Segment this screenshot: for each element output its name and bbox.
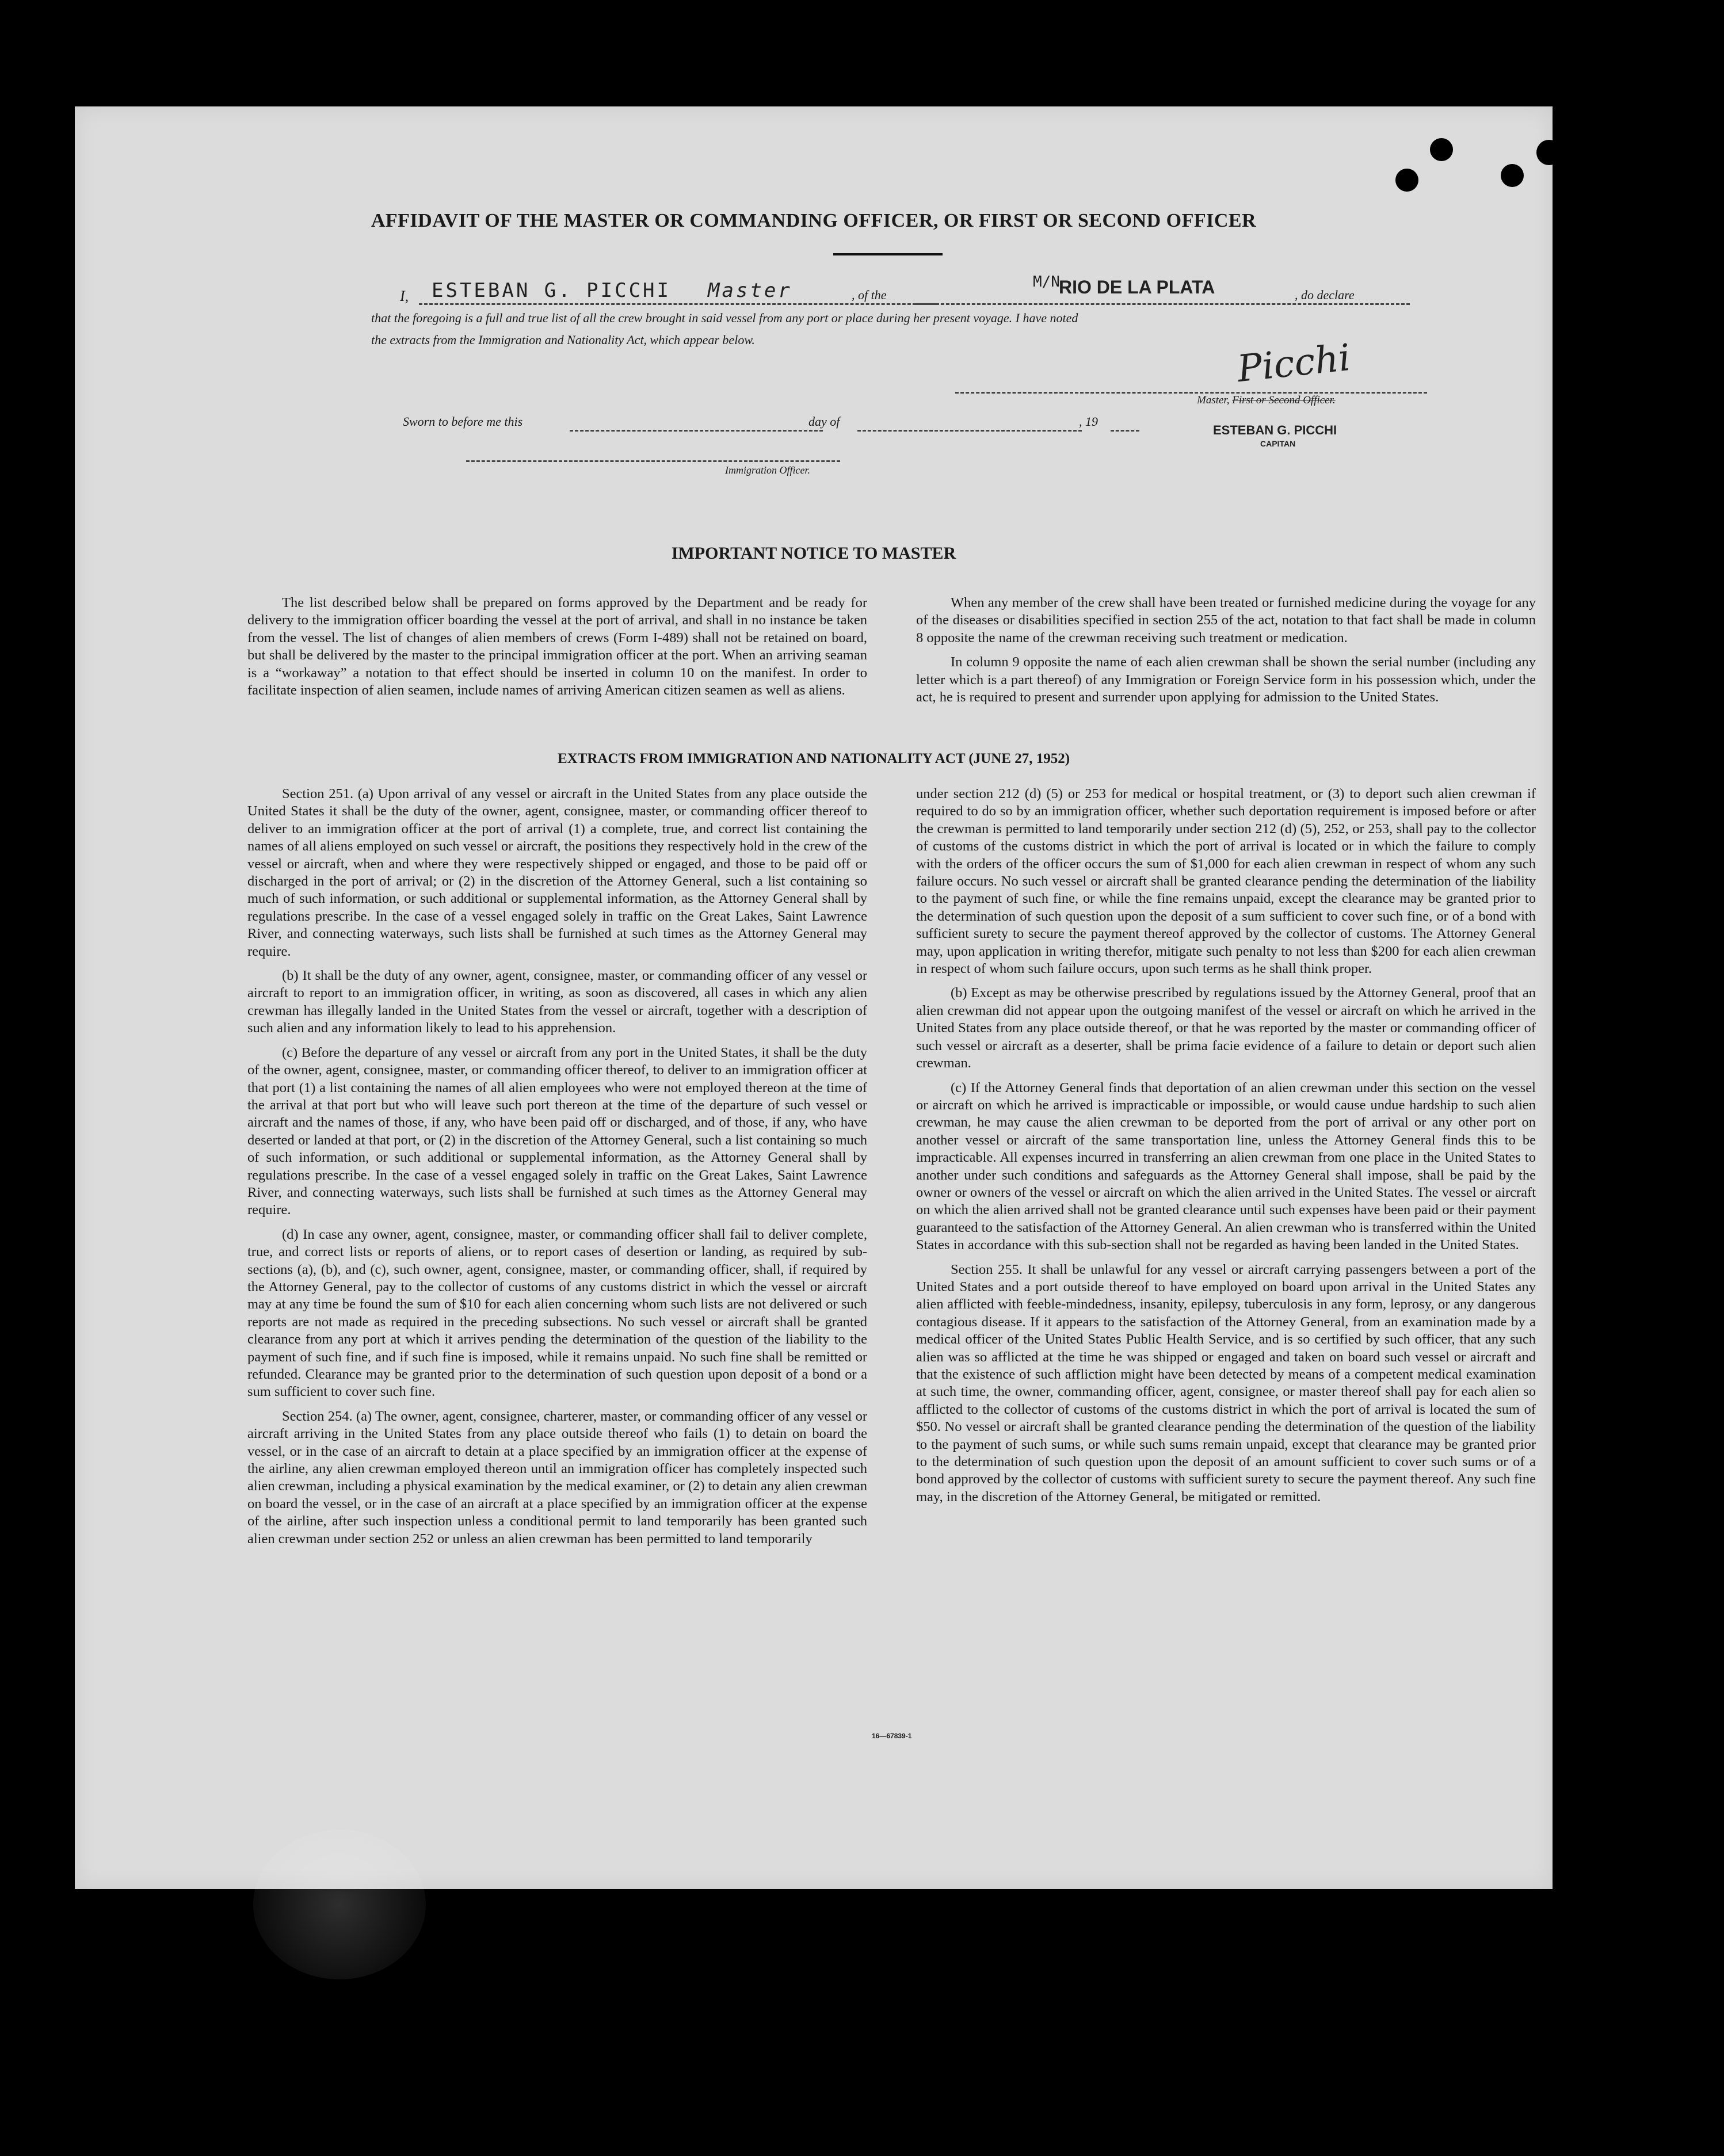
i-label: I, xyxy=(400,288,409,304)
punch-hole xyxy=(1622,598,1650,627)
struck-officer-label: First or Second Officer. xyxy=(1232,394,1336,406)
punch-hole xyxy=(1622,1323,1650,1352)
punch-hole xyxy=(1622,696,1650,725)
extract-paragraph: Section 254. (a) The owner, agent, consignee, charterer, master, or commanding officer of any vessel or aircraft arriving in the United States from any place outside thereof who fails (1) to detain on board the vessel, or in the case of an aircraft to detain at a place specified by an immigration officer at the expense of the airline, any alien crewman employed thereon until an immigration officer has completely inspected such alien crewman, including a physical examination by the medical examiner, or (2) to detain any alien crewman on board the vessel, or in the case of an aircraft at a place specified by an immigration officer at the expense of the airline, after such inspection unless a conditional permit to land temporarily has been granted such alien crewman under section 252 or unless an alien crewman has been permitted to land temporarily xyxy=(247,1408,867,1547)
extract-paragraph: (c) Before the departure of any vessel or aircraft from any port in the United States, it shall be the duty of the owner, agent, consignee, master, or commanding officer thereof, to deliver to an immigration officer at that port (1) a list containing the names of all alien employees who were not employed thereon at the time of the arrival at that port but who will leave such port thereon at the time of the departure of such vessel or aircraft and the names of those, if any, who have been paid off or discharged, and of those, if any, who have deserted or landed at that port, or (2) in the discretion of the Attorney General, such a list containing so much of such information, or such additional or supplemental information, as the Attorney General shall by regulations prescribe. In the case of a vessel engaged solely in traffic on the Great Lakes, Saint Lawrence River, and connecting waterways, such lists shall be furnished at such times as the Attorney General may require. xyxy=(247,1044,867,1218)
do-declare-label: , do declare xyxy=(1295,288,1355,302)
master-signature: Picchi xyxy=(1235,336,1353,391)
document-page xyxy=(75,106,1553,1889)
sworn-date-line xyxy=(570,430,823,432)
stamp-title: CAPITAN xyxy=(1260,439,1296,448)
punch-hole xyxy=(1622,1226,1650,1254)
extract-paragraph: Section 251. (a) Upon arrival of any vessel or aircraft in the United States from any place outside the United States it shall be the duty of the owner, agent, consignee, master, or commanding officer thereof to deliver to an immigration officer at the port of arrival (1) a complete, true, and correct list containing the names of all aliens employed on such vessel or aircraft, the positions they respectively hold in the crew of the vessel or aircraft, when and where they were respectively shipped or engaged, and those to be paid off or discharged in the port of arrival; or (2) in the discretion of the Attorney General, such a list containing so much of such information, or such additional or supplemental information, as the Attorney General shall by regulations prescribe. In the case of a vessel engaged solely in traffic on the Great Lakes, Saint Lawrence River, and connecting waterways, such lists shall be furnished at such times as the Attorney General may require. xyxy=(247,786,867,959)
name-line xyxy=(419,303,937,305)
year-line xyxy=(1111,430,1139,432)
master-label xyxy=(1197,394,1336,407)
signature-line xyxy=(955,392,1427,394)
title-underline xyxy=(833,253,943,255)
year-label: , 19 xyxy=(1079,414,1098,429)
declaration-line-2: that the foregoing is a full and true list of all the crew brought in said vessel from any port or place during her present voyage. I have noted xyxy=(371,311,1078,325)
day-of-label: day of xyxy=(808,414,840,429)
immigration-officer-label: Immigration Officer. xyxy=(725,464,810,476)
extract-paragraph: Section 255. It shall be unlawful for any vessel or aircraft carrying passengers between a port of the United States and a port outside thereof to have employed on board upon arrival in the United States any alien afflicted with feeble-mindedness, insanity, epilepsy, tuberculosis in any form, leprosy, or any dangerous contagious disease. If it appears to the satisfaction of the Attorney General, from an examination made by a medical officer of the United States Public Health Service, and is so certified by such officer, that any such alien was so afflicted at the time he was shipped or engaged and taken on board such vessel or aircraft and that the existence of such affliction might have been detected by means of a competent medical examination at such time, the owner, commanding officer, agent, consignee, or master thereof shall pay for each alien so afflicted to the collector of customs of the customs district in which the port of arrival is located the sum of $50. No vessel or aircraft shall be granted clearance pending the determination of the question of the liability to the payment of such sums, or while such sums remain unpaid, except that clearance may be granted prior to the determination of such question upon the deposit of an amount sufficient to cover such sums or of a bond approved by the collector of customs with sufficient surety to secure the payment thereof. Any such fine may, in the discretion of the Attorney General, be mitigated or remitted. xyxy=(916,1261,1536,1505)
extract-paragraph: (b) It shall be the duty of any owner, agent, consignee, master, or commanding officer of any vessel or aircraft to report to an immigration officer, in writing, as soon as discovered, all cases in which any alien crewman has illegally landed in the United States from the vessel or aircraft, together with a description of such alien and any information likely to lead to his apprehension. xyxy=(247,968,867,1036)
notice-left-column xyxy=(247,594,867,706)
ink-spot xyxy=(1395,169,1418,192)
punch-hole xyxy=(1622,1597,1650,1625)
punch-hole xyxy=(1622,318,1650,347)
affidavit-title: AFFIDAVIT OF THE MASTER OR COMMANDING OFFICER, OR FIRST OR SECOND OFFICER xyxy=(371,210,1257,231)
vessel-prefix: M/N xyxy=(1033,273,1060,291)
extract-paragraph: (c) If the Attorney General finds that deportation of an alien crewman under this section on the vessel or aircraft on which he arrived is impracticable or impossible, or would cause undue hardship to such alien crewman, he may cause the alien crewman to be deported from the port of arrival or any other port on another vessel or aircraft of the same transportation line, unless the Attorney General finds this to be impracticable. All expenses incurred in transferring an alien crewman from one place in the United States to another under such conditions and safeguards as the Attorney General shall impose, shall be paid by the owner or owners of the vessel or aircraft on which the alien arrived in the United States. The vessel or aircraft on which the alien arrived shall not be granted clearance until such expenses have been paid or their payment guaranteed to the satisfaction of the Attorney General. An alien crewman who is transferred within the United States in accordance with this sub-section shall not be regarded as having been landed in the United States. xyxy=(916,1079,1536,1253)
extracts-left-column xyxy=(247,785,867,1555)
vessel-name: RIO DE LA PLATA xyxy=(1059,277,1215,297)
declaration-line-3: the extracts from the Immigration and Nationality Act, which appear below. xyxy=(371,333,755,347)
sworn-label: Sworn to before me this xyxy=(403,414,523,429)
of-the-label: , of the xyxy=(852,288,887,302)
master-name: ESTEBAN G. PICCHI xyxy=(432,279,671,302)
punch-hole xyxy=(1622,1689,1650,1718)
embossed-seal xyxy=(253,1830,426,1979)
ink-spot xyxy=(1430,138,1453,161)
extract-paragraph: (d) In case any owner, agent, consignee, master, or commanding officer shall fail to deliver complete, true, and correct lists or reports of aliens, or to report cases of desertion or landing, as required by sub-sections (a), (b), and (c), such owner, agent, consignee, master, or commanding officer, shall, if required by the Attorney General, pay to the collector of customs of any customs district in which the vessel or aircraft may at any time be found the sum of $10 for each alien concerning whom such lists are not delivered or such reports are not made as required in the preceding subsections. No such vessel or aircraft shall be granted clearance from any port at which it arrives pending the determination of the question of the liability to the payment of such fine, and if such fine is imposed, while it remains unpaid. No such fine shall be remitted or refunded. Clearance may be granted prior to the determination of such question upon deposit of a bond or a sum sufficient to cover such fine. xyxy=(247,1226,867,1400)
notice-left-paragraph: The list described below shall be prepared on forms approved by the Department and be ready for delivery to the immigration officer boarding the vessel at the port of arrival, and shall in no instance be taken from the vessel. The list of changes of alien members of crews (Form I-489) shall not be retained on board, but shall be delivered by the master to the principal immigration officer at the port. When an arriving seaman is a “workaway” a notation to that effect should be inserted in column 10 on the manifest. In order to facilitate inspection of alien seamen, include names of arriving American citizen seamen as well as aliens. xyxy=(247,595,867,699)
master-role: Master xyxy=(708,279,792,302)
extracts-title: EXTRACTS FROM IMMIGRATION AND NATIONALITY ACT (JUNE 27, 1952) xyxy=(557,751,1070,766)
vessel-line xyxy=(915,303,1410,305)
master-label-text: Master, xyxy=(1197,394,1230,406)
extract-paragraph: (b) Except as may be otherwise prescribed by regulations issued by the Attorney General, proof that an alien crewman did not appear upon the outgoing manifest of the vessel or aircraft on which he arrived in the United States from any place outside thereof, or that he was reported by the master or commanding officer of such vessel or aircraft as a deserter, shall be prima facie evidence of a failure to detain or deport such alien crewman. xyxy=(916,985,1536,1071)
notice-title: IMPORTANT NOTICE TO MASTER xyxy=(671,544,956,563)
immigration-officer-line xyxy=(466,460,840,462)
stamp-name: ESTEBAN G. PICCHI xyxy=(1213,423,1337,437)
ink-spot xyxy=(1536,140,1562,165)
month-line xyxy=(857,430,1082,432)
notice-right-paragraph-2: In column 9 opposite the name of each alien crewman shall be shown the serial number (including any letter which is a part thereof) of any Immigration or Foreign Service form in his possession which, under the act, he is required to present and surrender upon applying for admission to the United States. xyxy=(916,654,1536,705)
extract-paragraph: under section 212 (d) (5) or 253 for medical or hospital treatment, or (3) to deport such alien crewman if required to do so by an immigration officer, whether such deportation requirement is imposed before or after the crewman is permitted to land temporarily under section 212 (d) (5), 252, or 253, shall pay to the collector of customs of the customs district in which the port of arrival is located or in which the failure to comply with the orders of the officer occurs the sum of $1,000 for each alien crewman in respect of whom any such failure occurs. No such vessel or aircraft shall be granted clearance pending the determination of the liability to the payment of such fine, or while the fine remains unpaid, except the clearance may be granted prior to the determination of such question upon the deposit of a sum sufficient to cover such fine, or of a bond with sufficient surety to secure the payment thereof approved by the collector of customs. The Attorney General may, upon application in writing therefor, mitigate such penalty to not less than $200 for each alien crewman in respect of whom such failure occurs, upon such terms as he shall think proper. xyxy=(916,786,1536,977)
ink-spot xyxy=(1501,164,1524,187)
notice-right-column xyxy=(916,594,1536,713)
form-code: 16—67839-1 xyxy=(872,1732,912,1740)
notice-right-paragraph-1: When any member of the crew shall have been treated or furnished medicine during the voyage for any of the diseases or disabilities specified in section 255 of the act, notation to that fact shall be made in column 8 opposite the name of the crewman receiving such treatment or medication. xyxy=(916,595,1536,646)
punch-hole xyxy=(1622,220,1650,249)
extracts-right-column xyxy=(916,785,1536,1513)
